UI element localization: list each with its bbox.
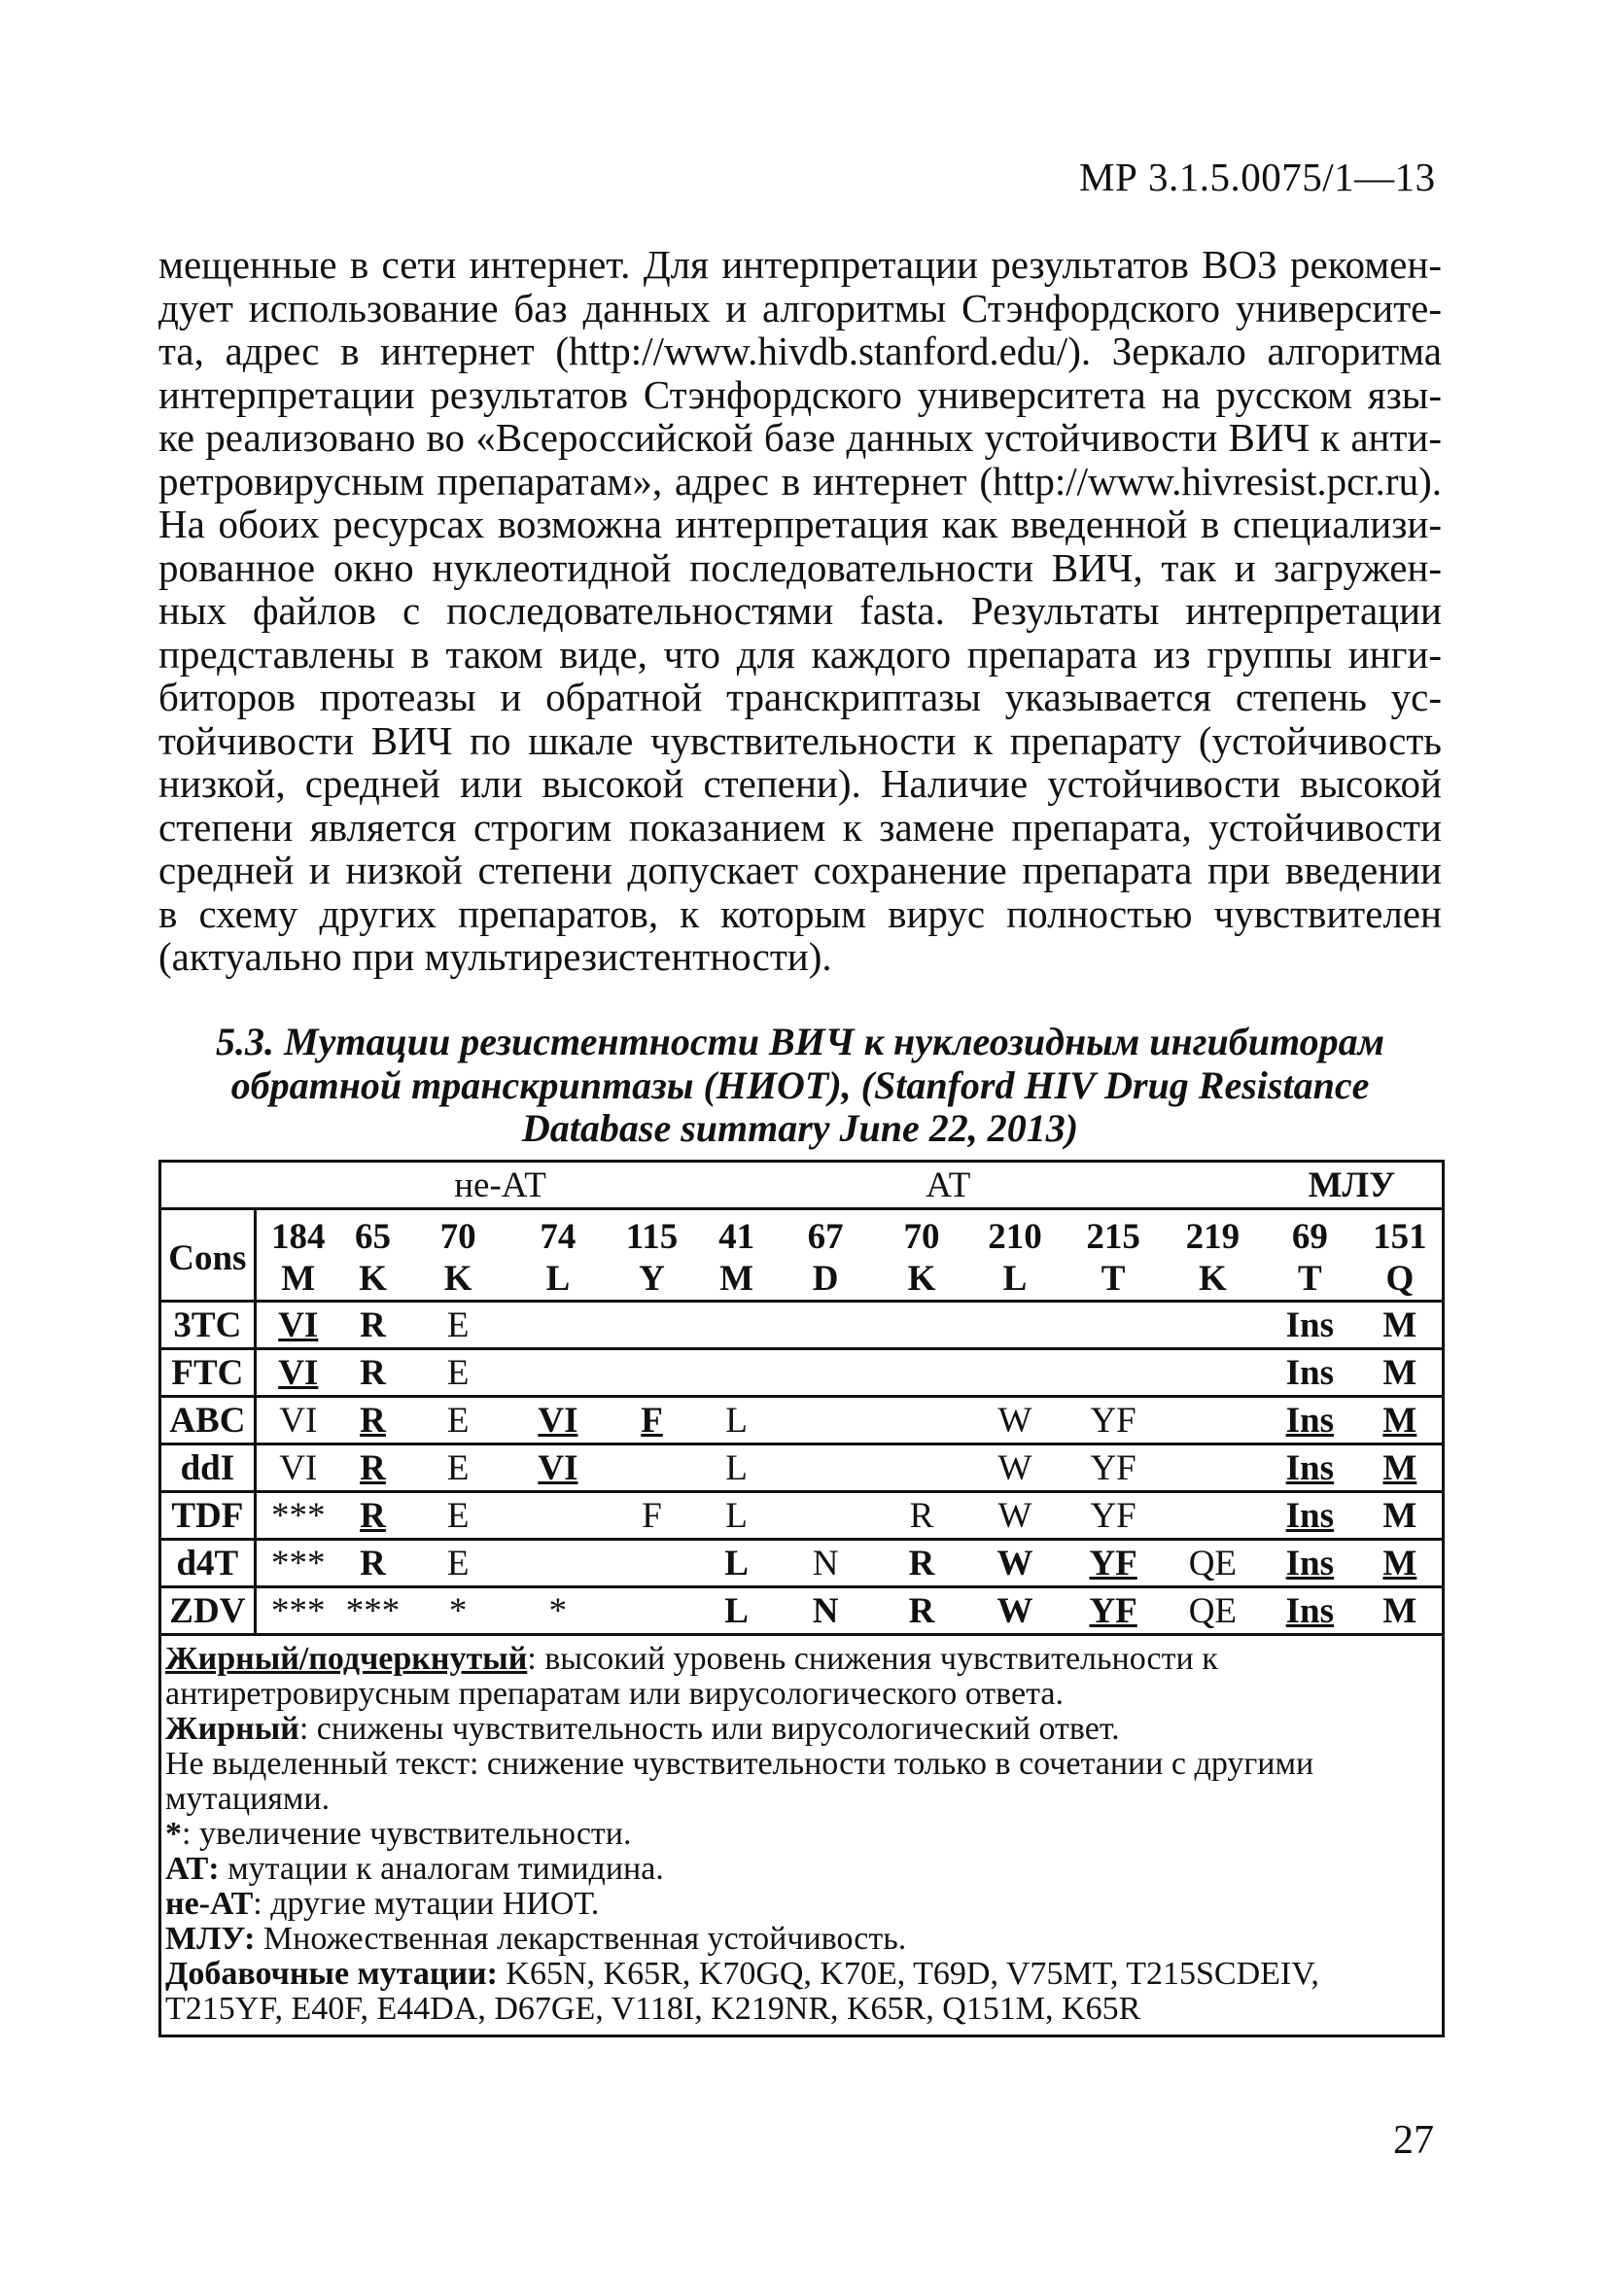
legend-plain xyxy=(165,1747,1438,1817)
mutation-cell xyxy=(340,1302,405,1349)
mutation-cell xyxy=(1063,1587,1163,1635)
mutation-cell xyxy=(1358,1302,1444,1349)
mutation-value: *** xyxy=(345,1590,401,1631)
mutation-value: * xyxy=(548,1590,568,1631)
mutation-cell xyxy=(876,1349,966,1397)
legend-extra xyxy=(165,1957,1438,2027)
amino-acid-cell: M xyxy=(255,1258,340,1302)
position-cell: 151 xyxy=(1373,1217,1427,1257)
legend-term: МЛУ: xyxy=(165,1921,256,1957)
mutation-value: R xyxy=(360,1447,386,1488)
legend-row xyxy=(160,1635,1444,2036)
mutation-cell xyxy=(967,1492,1064,1540)
position-cell: 210 xyxy=(988,1217,1042,1257)
position-cell: 215 xyxy=(1086,1217,1140,1257)
mutation-cell xyxy=(510,1444,606,1492)
mutation-cell xyxy=(967,1540,1064,1587)
mutation-value: Ins xyxy=(1285,1447,1335,1488)
mutation-value: W xyxy=(997,1447,1032,1488)
amino-acid-cell: K xyxy=(405,1258,510,1302)
mutation-value: F xyxy=(642,1495,662,1536)
mutation-cell xyxy=(698,1302,775,1349)
mutation-cell xyxy=(510,1302,606,1349)
mutation-cell xyxy=(255,1492,340,1540)
mutation-value: E xyxy=(446,1495,470,1536)
mutation-cell xyxy=(967,1397,1064,1444)
mutation-cell xyxy=(775,1492,876,1540)
paragraph-line: На обоих ресурсах возможна интерпретация как введенной в специализи- xyxy=(158,502,1442,546)
mutation-value: F xyxy=(641,1400,663,1441)
mutation-cell xyxy=(405,1349,510,1397)
cons-label: Cons xyxy=(160,1209,256,1302)
mutation-cell xyxy=(1063,1492,1163,1540)
mutation-value: QE xyxy=(1188,1590,1238,1631)
paragraph-line: та, адрес в интернет (http://www.hivdb.stanford.edu/). Зеркало алгоритма xyxy=(158,329,1442,373)
mutation-cell xyxy=(1164,1397,1262,1444)
mutation-cell xyxy=(405,1492,510,1540)
mutation-value: YF xyxy=(1090,1495,1136,1536)
mutation-value: VI xyxy=(538,1400,578,1441)
drug-name: d4T xyxy=(160,1540,256,1587)
mutation-value: R xyxy=(908,1543,935,1583)
drug-row xyxy=(160,1349,1444,1397)
mutation-cell xyxy=(340,1349,405,1397)
mutation-value: *** xyxy=(271,1590,326,1631)
mutation-value: Ins xyxy=(1285,1400,1335,1441)
group-header-empty xyxy=(160,1162,256,1209)
mutation-value: E xyxy=(446,1447,470,1488)
mutation-cell xyxy=(510,1540,606,1587)
mutation-value: W xyxy=(997,1400,1032,1441)
mutation-cell xyxy=(775,1540,876,1587)
mutation-cell xyxy=(698,1540,775,1587)
position-cell: 70 xyxy=(439,1217,476,1257)
legend-text: Множественная лекарственная устойчивость. xyxy=(255,1921,907,1957)
legend-bold-underline xyxy=(165,1642,1438,1712)
mutation-value: VI xyxy=(279,1400,318,1441)
mutation-cell xyxy=(775,1302,876,1349)
mutation-cell xyxy=(1358,1397,1444,1444)
position-cell: 74 xyxy=(540,1217,577,1257)
mutation-cell xyxy=(405,1302,510,1349)
mutation-cell xyxy=(405,1587,510,1635)
mutation-value: W xyxy=(996,1543,1033,1583)
legend-mlu xyxy=(165,1922,1438,1957)
mutation-value: E xyxy=(446,1305,470,1345)
mutation-cell xyxy=(340,1444,405,1492)
mutation-value: M xyxy=(1382,1352,1417,1393)
mutation-value: VI xyxy=(538,1447,578,1488)
mutation-value: E xyxy=(446,1543,470,1583)
mutation-value: R xyxy=(360,1543,386,1583)
mutation-cell xyxy=(1063,1444,1163,1492)
mutation-value: M xyxy=(1382,1447,1417,1488)
position-cell: 184 xyxy=(271,1217,326,1257)
mutation-cell xyxy=(775,1587,876,1635)
paragraph-line: ретровирусным препаратам», адрес в интернет (http://www.hivresist.pcr.ru). xyxy=(158,458,1442,504)
mutation-value: L xyxy=(725,1400,748,1441)
mutation-cell xyxy=(1063,1540,1163,1587)
mutation-value: M xyxy=(1382,1590,1417,1631)
legend-text: K65N, K65R, K70GQ, K70E, T69D, V75MT, T215SCDEIV, T215YF, E40F, E44DA, D67GE, V118I, K219NR, K65R, Q151M, K65R xyxy=(165,1956,1319,2027)
mutation-cell xyxy=(1358,1587,1444,1635)
amino-acid-cell: T xyxy=(1262,1258,1358,1302)
mutation-cell xyxy=(606,1540,699,1587)
position-cell: 67 xyxy=(807,1217,844,1257)
mutation-value: VI xyxy=(278,1352,319,1393)
position-cell: 69 xyxy=(1291,1217,1328,1257)
mutation-value: M xyxy=(1382,1305,1417,1345)
mutation-cell xyxy=(510,1349,606,1397)
table-legend xyxy=(160,1635,1444,2036)
mutation-cell xyxy=(340,1492,405,1540)
paragraph-line: рованное окно нуклеотидной последовательности ВИЧ, так и загружен- xyxy=(158,544,1442,590)
mutation-cell xyxy=(1358,1492,1444,1540)
mutation-value: R xyxy=(360,1352,386,1393)
mutation-cell xyxy=(1358,1540,1444,1587)
mutation-value: L xyxy=(725,1447,748,1488)
mutation-value: VI xyxy=(279,1447,318,1488)
mutation-value: L xyxy=(724,1543,749,1583)
mutation-cell xyxy=(1262,1444,1358,1492)
mutation-cell xyxy=(967,1587,1064,1635)
position-cell: 65 xyxy=(355,1217,392,1257)
drug-name: ZDV xyxy=(160,1587,256,1635)
legend-at xyxy=(165,1852,1438,1887)
mutation-value: YF xyxy=(1089,1543,1137,1583)
mutation-value: YF xyxy=(1090,1400,1136,1441)
mutation-cell xyxy=(606,1349,699,1397)
legend-term: Жирный xyxy=(165,1711,299,1747)
paragraph-line: представлены в таком виде, что для каждого препарата из группы инги- xyxy=(158,631,1442,677)
amino-acid-cell: D xyxy=(775,1258,876,1302)
drug-row xyxy=(160,1492,1444,1540)
mutation-cell xyxy=(1063,1349,1163,1397)
mutation-cell xyxy=(1262,1397,1358,1444)
mutation-cell xyxy=(255,1349,340,1397)
paragraph-line: низкой, средней или высокой степени). Наличие устойчивости высокой xyxy=(158,761,1442,806)
mutation-cell xyxy=(967,1444,1064,1492)
mutation-value: *** xyxy=(271,1495,326,1536)
mutation-cell xyxy=(876,1444,966,1492)
mutation-cell xyxy=(876,1540,966,1587)
mutation-value: Ins xyxy=(1285,1590,1335,1631)
legend-term: АТ: xyxy=(165,1851,220,1887)
group-header-row xyxy=(160,1162,1444,1209)
mutation-cell xyxy=(1164,1349,1262,1397)
position-cell: 219 xyxy=(1185,1217,1241,1257)
legend-star xyxy=(165,1817,1438,1852)
paragraph-line: интерпретации результатов Стэнфордского университета на русском язы- xyxy=(158,371,1442,417)
mutation-value: E xyxy=(446,1352,470,1393)
drug-row xyxy=(160,1587,1444,1635)
mutation-cell xyxy=(698,1397,775,1444)
drug-row xyxy=(160,1397,1444,1444)
mutation-value: R xyxy=(909,1495,934,1536)
page-number: 27 xyxy=(1393,2118,1434,2163)
mutation-value: N xyxy=(812,1543,839,1583)
amino-acid-cell: K xyxy=(340,1258,405,1302)
paragraph-line: в схему других препаратов, к которым вирус полностью чувствителен xyxy=(158,890,1442,936)
mutation-cell xyxy=(775,1444,876,1492)
caption-line: 5.3. Мутации резистентности ВИЧ к нуклеозидным ингибиторам xyxy=(216,1020,1384,1063)
mutation-cell xyxy=(698,1587,775,1635)
mutation-cell xyxy=(967,1302,1064,1349)
legend-text: мутации к аналогам тимидина. xyxy=(219,1851,664,1887)
mutation-cell xyxy=(405,1540,510,1587)
mutation-cell xyxy=(255,1540,340,1587)
mutation-cell xyxy=(606,1444,699,1492)
paragraph-line: тойчивости ВИЧ по шкале чувствительности к препарату (устойчивость xyxy=(158,717,1442,763)
mutation-cell xyxy=(1358,1349,1444,1397)
mutation-cell xyxy=(405,1397,510,1444)
drug-name: ddI xyxy=(160,1444,256,1492)
mutation-value: Ins xyxy=(1285,1543,1335,1583)
body-paragraph xyxy=(158,243,1442,979)
drug-name: 3TC xyxy=(160,1302,256,1349)
mutation-cell xyxy=(1063,1397,1163,1444)
mutation-value: R xyxy=(908,1590,935,1631)
mutation-cell xyxy=(1164,1587,1262,1635)
amino-acid-cell: L xyxy=(510,1258,606,1302)
mutation-cell xyxy=(967,1349,1064,1397)
group-header-mlu: МЛУ xyxy=(1262,1162,1444,1209)
amino-acid-cell: M xyxy=(698,1258,775,1302)
mutation-cell xyxy=(876,1492,966,1540)
mutation-cell xyxy=(340,1397,405,1444)
amino-acid-cell: L xyxy=(967,1258,1064,1302)
legend-term: Жирный/подчеркнутый xyxy=(165,1641,528,1677)
mutation-cell xyxy=(606,1397,699,1444)
legend-bold xyxy=(165,1712,1438,1747)
mutation-cell xyxy=(876,1587,966,1635)
legend-text: : другие мутации НИОТ. xyxy=(253,1886,600,1922)
drug-row xyxy=(160,1444,1444,1492)
mutation-cell xyxy=(775,1397,876,1444)
mutation-cell xyxy=(1164,1492,1262,1540)
mutation-value: W xyxy=(996,1590,1033,1631)
mutation-cell xyxy=(1164,1302,1262,1349)
position-row xyxy=(160,1209,1444,1259)
mutation-value: M xyxy=(1382,1400,1417,1441)
mutation-value: VI xyxy=(278,1305,319,1345)
mutation-cell xyxy=(1164,1444,1262,1492)
mutation-value: L xyxy=(725,1495,748,1536)
mutation-cell xyxy=(1262,1587,1358,1635)
group-header-non-at: не-АТ xyxy=(255,1162,698,1209)
mutation-value: *** xyxy=(271,1543,326,1583)
mutation-cell xyxy=(510,1492,606,1540)
mutation-value: N xyxy=(812,1590,839,1631)
legend-text: Не выделенный текст: снижение чувствительности только в сочетании с другими мутациями. xyxy=(165,1746,1314,1817)
mutation-cell xyxy=(698,1349,775,1397)
mutation-cell xyxy=(405,1444,510,1492)
mutation-cell xyxy=(1358,1444,1444,1492)
legend-term: Добавочные мутации: xyxy=(165,1956,498,1992)
amino-acid-cell: Q xyxy=(1358,1258,1444,1302)
position-cell: 41 xyxy=(718,1217,755,1257)
paragraph-line: мещенные в сети интернет. Для интерпретации результатов ВОЗ рекомен- xyxy=(158,242,1442,287)
mutation-value: QE xyxy=(1188,1543,1238,1583)
mutation-cell xyxy=(1262,1349,1358,1397)
position-cell: 115 xyxy=(625,1217,679,1257)
mutation-cell xyxy=(1262,1492,1358,1540)
legend-non-at xyxy=(165,1887,1438,1922)
mutation-value: W xyxy=(997,1495,1032,1536)
caption-line: обратной транскриптазы (НИОТ), (Stanford HIV Drug Resistance xyxy=(230,1062,1370,1107)
mutation-cell xyxy=(606,1302,699,1349)
mutation-value: R xyxy=(360,1305,386,1345)
mutation-cell xyxy=(255,1444,340,1492)
paragraph-line: ных файлов с последовательностями fasta. Результаты интерпретации xyxy=(158,588,1442,633)
amino-acid-cell: T xyxy=(1063,1258,1163,1302)
mutation-value: Ins xyxy=(1285,1352,1335,1393)
mutation-value: Ins xyxy=(1285,1305,1335,1345)
drug-name: FTC xyxy=(160,1349,256,1397)
legend-text: : снижены чувствительность или вирусологический ответ. xyxy=(298,1711,1120,1747)
table-caption xyxy=(158,1021,1442,1151)
mutation-cell xyxy=(255,1302,340,1349)
mutation-cell xyxy=(1063,1302,1163,1349)
mutation-value: YF xyxy=(1090,1447,1136,1488)
mutation-cell xyxy=(510,1587,606,1635)
drug-name: TDF xyxy=(160,1492,256,1540)
drug-name: ABC xyxy=(160,1397,256,1444)
mutation-value: Ins xyxy=(1285,1495,1335,1536)
mutation-cell xyxy=(510,1397,606,1444)
mutation-cell xyxy=(698,1492,775,1540)
drug-row xyxy=(160,1302,1444,1349)
group-header-at: АТ xyxy=(698,1162,1262,1209)
mutation-cell xyxy=(698,1444,775,1492)
mutation-cell xyxy=(255,1397,340,1444)
mutation-cell xyxy=(1262,1540,1358,1587)
mutation-cell xyxy=(1262,1302,1358,1349)
mutation-cell xyxy=(340,1540,405,1587)
mutation-value: M xyxy=(1382,1543,1417,1583)
mutation-value: R xyxy=(360,1400,386,1441)
paragraph-line: ке реализовано во «Всероссийской базе данных устойчивости ВИЧ к анти- xyxy=(158,415,1442,460)
caption-line: Database summary June 22, 2013) xyxy=(521,1106,1079,1150)
legend-term: * xyxy=(165,1816,182,1852)
paragraph-line: биторов протеазы и обратной транскриптазы указывается степень ус- xyxy=(158,675,1442,719)
legend-text: : увеличение чувствительности. xyxy=(182,1816,632,1852)
amino-acid-cell: K xyxy=(876,1258,966,1302)
paragraph-line: средней и низкой степени допускает сохранение препарата при введении xyxy=(158,848,1442,892)
mutation-value: * xyxy=(448,1590,468,1631)
amino-acid-cell: K xyxy=(1164,1258,1262,1302)
mutation-cell xyxy=(255,1587,340,1635)
mutation-value: YF xyxy=(1089,1590,1137,1631)
paragraph-line: степени является строгим показанием к замене препарата, устойчивости xyxy=(158,804,1442,850)
legend-term: не-АТ xyxy=(165,1886,254,1922)
mutation-value: L xyxy=(724,1590,749,1631)
amino-acid-cell: Y xyxy=(606,1258,699,1302)
position-cell: 70 xyxy=(903,1217,940,1257)
drug-row xyxy=(160,1540,1444,1587)
mutation-cell xyxy=(876,1302,966,1349)
mutation-cell xyxy=(340,1587,405,1635)
mutation-cell xyxy=(775,1349,876,1397)
mutation-value: E xyxy=(446,1400,470,1441)
mutation-value: M xyxy=(1382,1495,1417,1536)
amino-acid-row xyxy=(160,1258,1444,1302)
legend-text: : высокий уровень снижения чувствительности к антиретровирусным препаратам или вирусологического ответа. xyxy=(165,1641,1218,1712)
paragraph-line: (актуально при мультирезистентности). xyxy=(158,934,832,979)
document-code: МР 3.1.5.0075/1—13 xyxy=(1079,155,1436,199)
mutation-value: R xyxy=(360,1495,386,1536)
mutation-cell xyxy=(606,1587,699,1635)
mutation-cell xyxy=(606,1492,699,1540)
mutation-cell xyxy=(1164,1540,1262,1587)
mutation-cell xyxy=(876,1397,966,1444)
mutation-table xyxy=(158,1160,1445,2037)
paragraph-line: дует использование баз данных и алгоритмы Стэнфордского университе- xyxy=(158,285,1442,330)
